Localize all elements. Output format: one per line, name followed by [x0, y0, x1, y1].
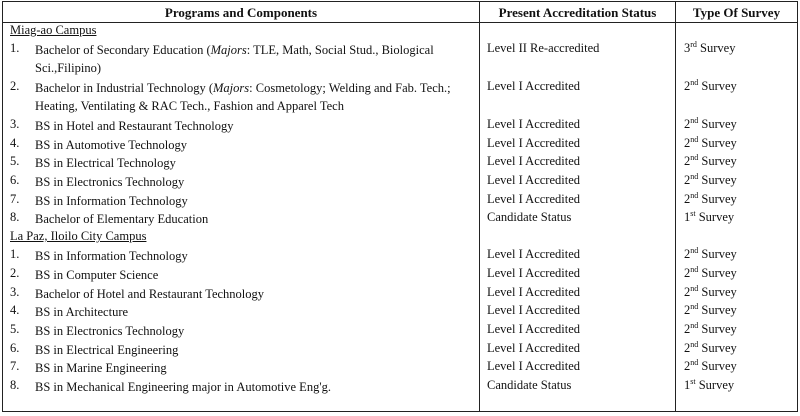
row-number: 7.	[10, 359, 20, 373]
survey-type: 2nd Survey	[684, 115, 737, 131]
program-name: BS in Electrical Technology	[35, 156, 176, 170]
survey-type: 2nd Survey	[684, 171, 737, 187]
survey-type: 2nd Survey	[684, 134, 737, 150]
campus-name: Miag-ao Campus	[10, 23, 97, 37]
accreditation-status: Level I Accredited	[487, 359, 581, 373]
header-divider	[3, 22, 797, 23]
row-number: 1.	[10, 247, 20, 261]
campus-name: La Paz, Iloilo City Campus	[10, 229, 147, 243]
program-name: BS in Hotel and Restaurant Technology	[35, 119, 234, 133]
accreditation-status: Level I Accredited	[487, 136, 581, 150]
row-number: 6.	[10, 173, 20, 187]
accreditation-status: Level I Accredited	[487, 247, 581, 261]
survey-type: 2nd Survey	[684, 357, 737, 373]
header-programs: Programs and Components	[164, 5, 318, 20]
row-number: 2.	[10, 266, 20, 280]
survey-type: 2nd Survey	[684, 190, 737, 206]
program-name: BS in Mechanical Engineering major in Automotive Eng'g.	[35, 380, 331, 394]
program-name: BS in Electrical Engineering	[35, 343, 179, 357]
survey-type: 2nd Survey	[684, 152, 737, 168]
survey-type: 2nd Survey	[684, 264, 737, 280]
program-name: BS in Marine Engineering	[35, 361, 167, 375]
program-name: BS in Information Technology	[35, 194, 188, 208]
program-name: BS in Electronics Technology	[35, 324, 185, 338]
survey-type: 2nd Survey	[684, 301, 737, 317]
row-number: 3.	[10, 117, 20, 131]
row-number: 3.	[10, 285, 20, 299]
survey-type: 2nd Survey	[684, 245, 737, 261]
survey-type: 2nd Survey	[684, 339, 737, 355]
program-name: BS in Computer Science	[35, 268, 159, 282]
accreditation-status: Level I Accredited	[487, 303, 581, 317]
header-status: Present Accreditation Status	[498, 5, 657, 20]
program-name: Bachelor of Hotel and Restaurant Technology	[35, 287, 265, 301]
program-name: BS in Information Technology	[35, 249, 188, 263]
accreditation-status: Level II Re-accredited	[487, 41, 600, 55]
accreditation-status: Level I Accredited	[487, 322, 581, 336]
column-divider	[675, 2, 676, 411]
accreditation-status: Level I Accredited	[487, 154, 581, 168]
row-number: 6.	[10, 341, 20, 355]
row-number: 1.	[10, 41, 20, 55]
program-name: BS in Electronics Technology	[35, 175, 185, 189]
survey-type: 2nd Survey	[684, 320, 737, 336]
survey-type: 2nd Survey	[684, 283, 737, 299]
accreditation-status: Candidate Status	[487, 210, 572, 224]
accreditation-status: Level I Accredited	[487, 266, 581, 280]
program-name: Bachelor in Industrial Technology (Majors: Cosmetology; Welding and Fab. Tech.; Heating, Ventilating & RAC Tech., Fashion and Apparel Tech	[35, 81, 451, 113]
survey-type: 3rd Survey	[684, 39, 736, 55]
accreditation-status: Level I Accredited	[487, 117, 581, 131]
survey-type: 2nd Survey	[684, 77, 737, 93]
row-number: 2.	[10, 79, 20, 93]
row-number: 4.	[10, 136, 20, 150]
survey-type: 1st Survey	[684, 376, 735, 392]
survey-type: 1st Survey	[684, 208, 735, 224]
accreditation-status: Level I Accredited	[487, 79, 581, 93]
accreditation-status: Level I Accredited	[487, 341, 581, 355]
program-name: BS in Automotive Technology	[35, 138, 188, 152]
accreditation-status: Level I Accredited	[487, 285, 581, 299]
row-number: 5.	[10, 154, 20, 168]
program-name: Bachelor of Elementary Education	[35, 212, 209, 226]
program-name: Bachelor of Secondary Education (Majors: TLE, Math, Social Stud., Biological Sci.,Filipino)	[35, 43, 434, 75]
program-name: BS in Architecture	[35, 305, 129, 319]
accreditation-status: Level I Accredited	[487, 173, 581, 187]
row-number: 8.	[10, 210, 20, 224]
row-number: 8.	[10, 378, 20, 392]
row-number: 5.	[10, 322, 20, 336]
row-number: 4.	[10, 303, 20, 317]
column-divider	[479, 2, 480, 411]
row-number: 7.	[10, 192, 20, 206]
header-survey: Type Of Survey	[692, 5, 781, 20]
accreditation-status: Level I Accredited	[487, 192, 581, 206]
accreditation-table	[2, 1, 798, 412]
accreditation-status: Candidate Status	[487, 378, 572, 392]
